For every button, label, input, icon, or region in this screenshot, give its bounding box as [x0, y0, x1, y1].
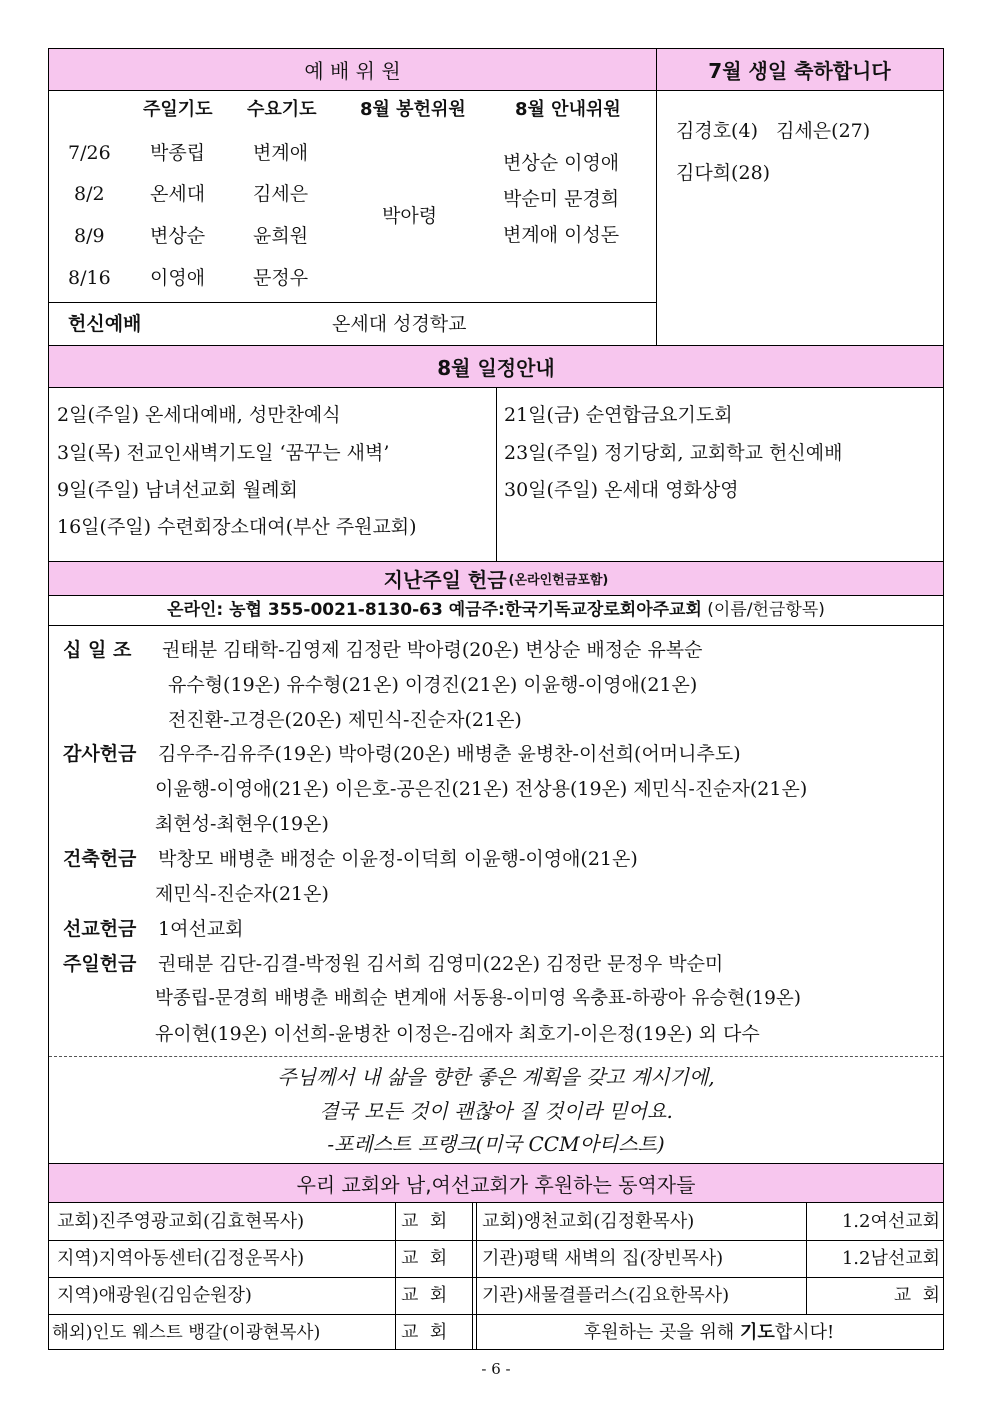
divider	[472, 1203, 473, 1349]
schedule-item: 23일(주일) 정기당회, 교회학교 헌신예배	[504, 442, 843, 464]
offering-line: 권태분 김태학-김영제 김정란 박아령(20온) 변상순 배정순 유복순	[162, 639, 703, 661]
worship-header	[49, 49, 656, 91]
row-sunday: 변상순	[150, 225, 206, 247]
support-cell: 기관)평택 새벽의 집(장빈목사)	[482, 1248, 724, 1269]
support-cell: 지역)애광원(김임순원장)	[57, 1285, 252, 1306]
building-label: 건축헌금	[63, 848, 137, 870]
col-sunday-prayer: 주일기도	[143, 99, 213, 120]
quote-line: 주님께서 내 삶을 향한 좋은 계획을 갖고 계시기에,	[277, 1065, 715, 1089]
dedication-value: 온세대 성경학교	[332, 313, 467, 335]
offering-header-text: 지난주일 헌금	[383, 568, 507, 592]
prayer-text: 후원하는 곳을 위해	[583, 1322, 741, 1343]
schedule-item: 21일(금) 순연합금요기도회	[504, 404, 733, 426]
divider	[496, 388, 497, 561]
usher-line: 변상순 이영애	[503, 152, 620, 174]
birthday-line: 김경호(4) 김세은(27)	[676, 120, 871, 142]
offering-line: 제민식-진순자(21온)	[155, 883, 329, 905]
dedication-label: 헌신예배	[68, 313, 142, 335]
divider	[656, 49, 657, 345]
thanks-label: 감사헌금	[63, 743, 137, 765]
offering-person: 박아령	[382, 205, 438, 227]
online-account-note: (이름/헌금항목)	[707, 600, 825, 620]
usher-line: 변계애 이성돈	[503, 224, 620, 246]
divider	[49, 1314, 943, 1315]
row-sunday: 박종립	[150, 142, 206, 164]
tithe-label: 십 일 조	[63, 639, 132, 661]
schedule-header	[49, 345, 943, 388]
sunday-label: 주일헌금	[63, 953, 137, 975]
prayer-bold: 기도	[740, 1322, 775, 1343]
support-header	[49, 1163, 943, 1203]
col-offering: 8월 봉헌위원	[360, 99, 466, 120]
offering-line: 권태분 김단-김결-박정원 김서희 김영미(22온) 김정란 문정우 박순미	[158, 953, 724, 975]
offering-line: 박종립-문경희 배병춘 배희순 변계애 서동용-이미영 옥충표-하광아 유승현(19온)	[155, 988, 802, 1009]
offering-line: 전진환-고경은(20온) 제민식-진순자(21온)	[168, 709, 522, 731]
offering-header	[49, 561, 943, 596]
row-date: 8/9	[74, 225, 105, 247]
mission-label: 선교헌금	[63, 918, 137, 940]
offering-line: 김우주-김유주(19온) 박아령(20온) 배병춘 윤병찬-이선희(어머니추도)	[158, 743, 741, 765]
row-wed: 문정우	[253, 267, 309, 289]
schedule-item: 3일(목) 전교인새벽기도일 ‘꿈꾸는 새벽’	[57, 442, 390, 464]
offering-header-note: (온라인헌금포함)	[508, 573, 609, 588]
support-cell: 교 회	[893, 1285, 940, 1306]
support-cell: 1.2여선교회	[841, 1211, 940, 1232]
quote-line: 결국 모든 것이 괜찮아 질 것이라 믿어요.	[319, 1099, 673, 1123]
support-cell: 교회)진주영광교회(김효현목사)	[57, 1211, 305, 1232]
col-wed-prayer: 수요기도	[247, 99, 317, 120]
support-cell: 해외)인도 웨스트 뱅갈(이광현목사)	[52, 1323, 321, 1343]
row-sunday: 온세대	[150, 183, 206, 205]
offering-line: 박창모 배병춘 배정순 이윤정-이덕희 이윤행-이영애(21온)	[158, 848, 638, 870]
schedule-header-text: 8월 일정안내	[437, 356, 555, 380]
row-date: 8/16	[68, 267, 111, 289]
birthday-header-text: 7월 생일 축하합니다	[708, 59, 891, 83]
birthday-header	[656, 49, 943, 91]
support-header-text: 우리 교회와 남,여선교회가 후원하는 동역자들	[296, 1172, 696, 1197]
offering-line: 유이현(19온) 이선희-윤병찬 이정은-김애자 최호기-이은정(19온) 외 다수	[155, 1023, 760, 1045]
divider	[49, 1277, 943, 1278]
quote-author: -포레스트 프랭크(미국 CCM아티스트)	[327, 1132, 665, 1156]
row-date: 7/26	[68, 142, 111, 164]
schedule-item: 30일(주일) 온세대 영화상영	[504, 479, 739, 501]
support-cell: 교회)앵천교회(김정환목사)	[482, 1211, 695, 1232]
schedule-item: 16일(주일) 수련회장소대여(부산 주원교회)	[57, 516, 417, 538]
divider	[49, 1056, 943, 1057]
row-date: 8/2	[74, 183, 105, 205]
divider	[49, 1240, 943, 1241]
schedule-item: 9일(주일) 남녀선교회 월례회	[57, 479, 298, 501]
divider	[395, 1203, 396, 1349]
page-number: - 6 -	[481, 1360, 511, 1378]
row-wed: 김세은	[253, 183, 309, 205]
support-cell: 교 회	[401, 1248, 448, 1269]
col-ushers: 8월 안내위원	[515, 99, 621, 120]
support-cell: 1.2남선교회	[841, 1248, 940, 1269]
support-cell: 교 회	[401, 1211, 448, 1232]
row-wed: 변계애	[253, 142, 309, 164]
offering-line: 유수형(19온) 유수형(21온) 이경진(21온) 이윤행-이영애(21온)	[168, 674, 698, 696]
schedule-item: 2일(주일) 온세대예배, 성만찬예식	[57, 404, 341, 426]
offering-line: 이윤행-이영애(21온) 이은호-공은진(21온) 전상용(19온) 제민식-진순자(21온)	[155, 778, 808, 800]
support-cell: 교 회	[401, 1285, 448, 1306]
divider	[49, 302, 656, 303]
support-cell: 지역)지역아동센터(김정운목사)	[57, 1248, 305, 1269]
support-cell: 기관)새물결플러스(김요한목사)	[482, 1285, 730, 1306]
offering-line: 1여선교회	[158, 918, 244, 940]
worship-header-text: 예 배 위 원	[304, 59, 401, 83]
offering-line: 최현성-최현우(19온)	[155, 813, 329, 835]
usher-line: 박순미 문경희	[503, 188, 620, 210]
birthday-line: 김다희(28)	[676, 162, 771, 184]
row-wed: 윤희원	[253, 225, 309, 247]
support-cell: 교 회	[401, 1322, 448, 1343]
prayer-message	[476, 1318, 942, 1348]
row-sunday: 이영애	[150, 267, 206, 289]
online-account	[49, 596, 943, 626]
prayer-text-end: 합시다!	[774, 1322, 835, 1343]
online-account-text: 온라인: 농협 355-0021-8130-63 예금주:한국기독교장로회아주교회	[167, 600, 702, 620]
